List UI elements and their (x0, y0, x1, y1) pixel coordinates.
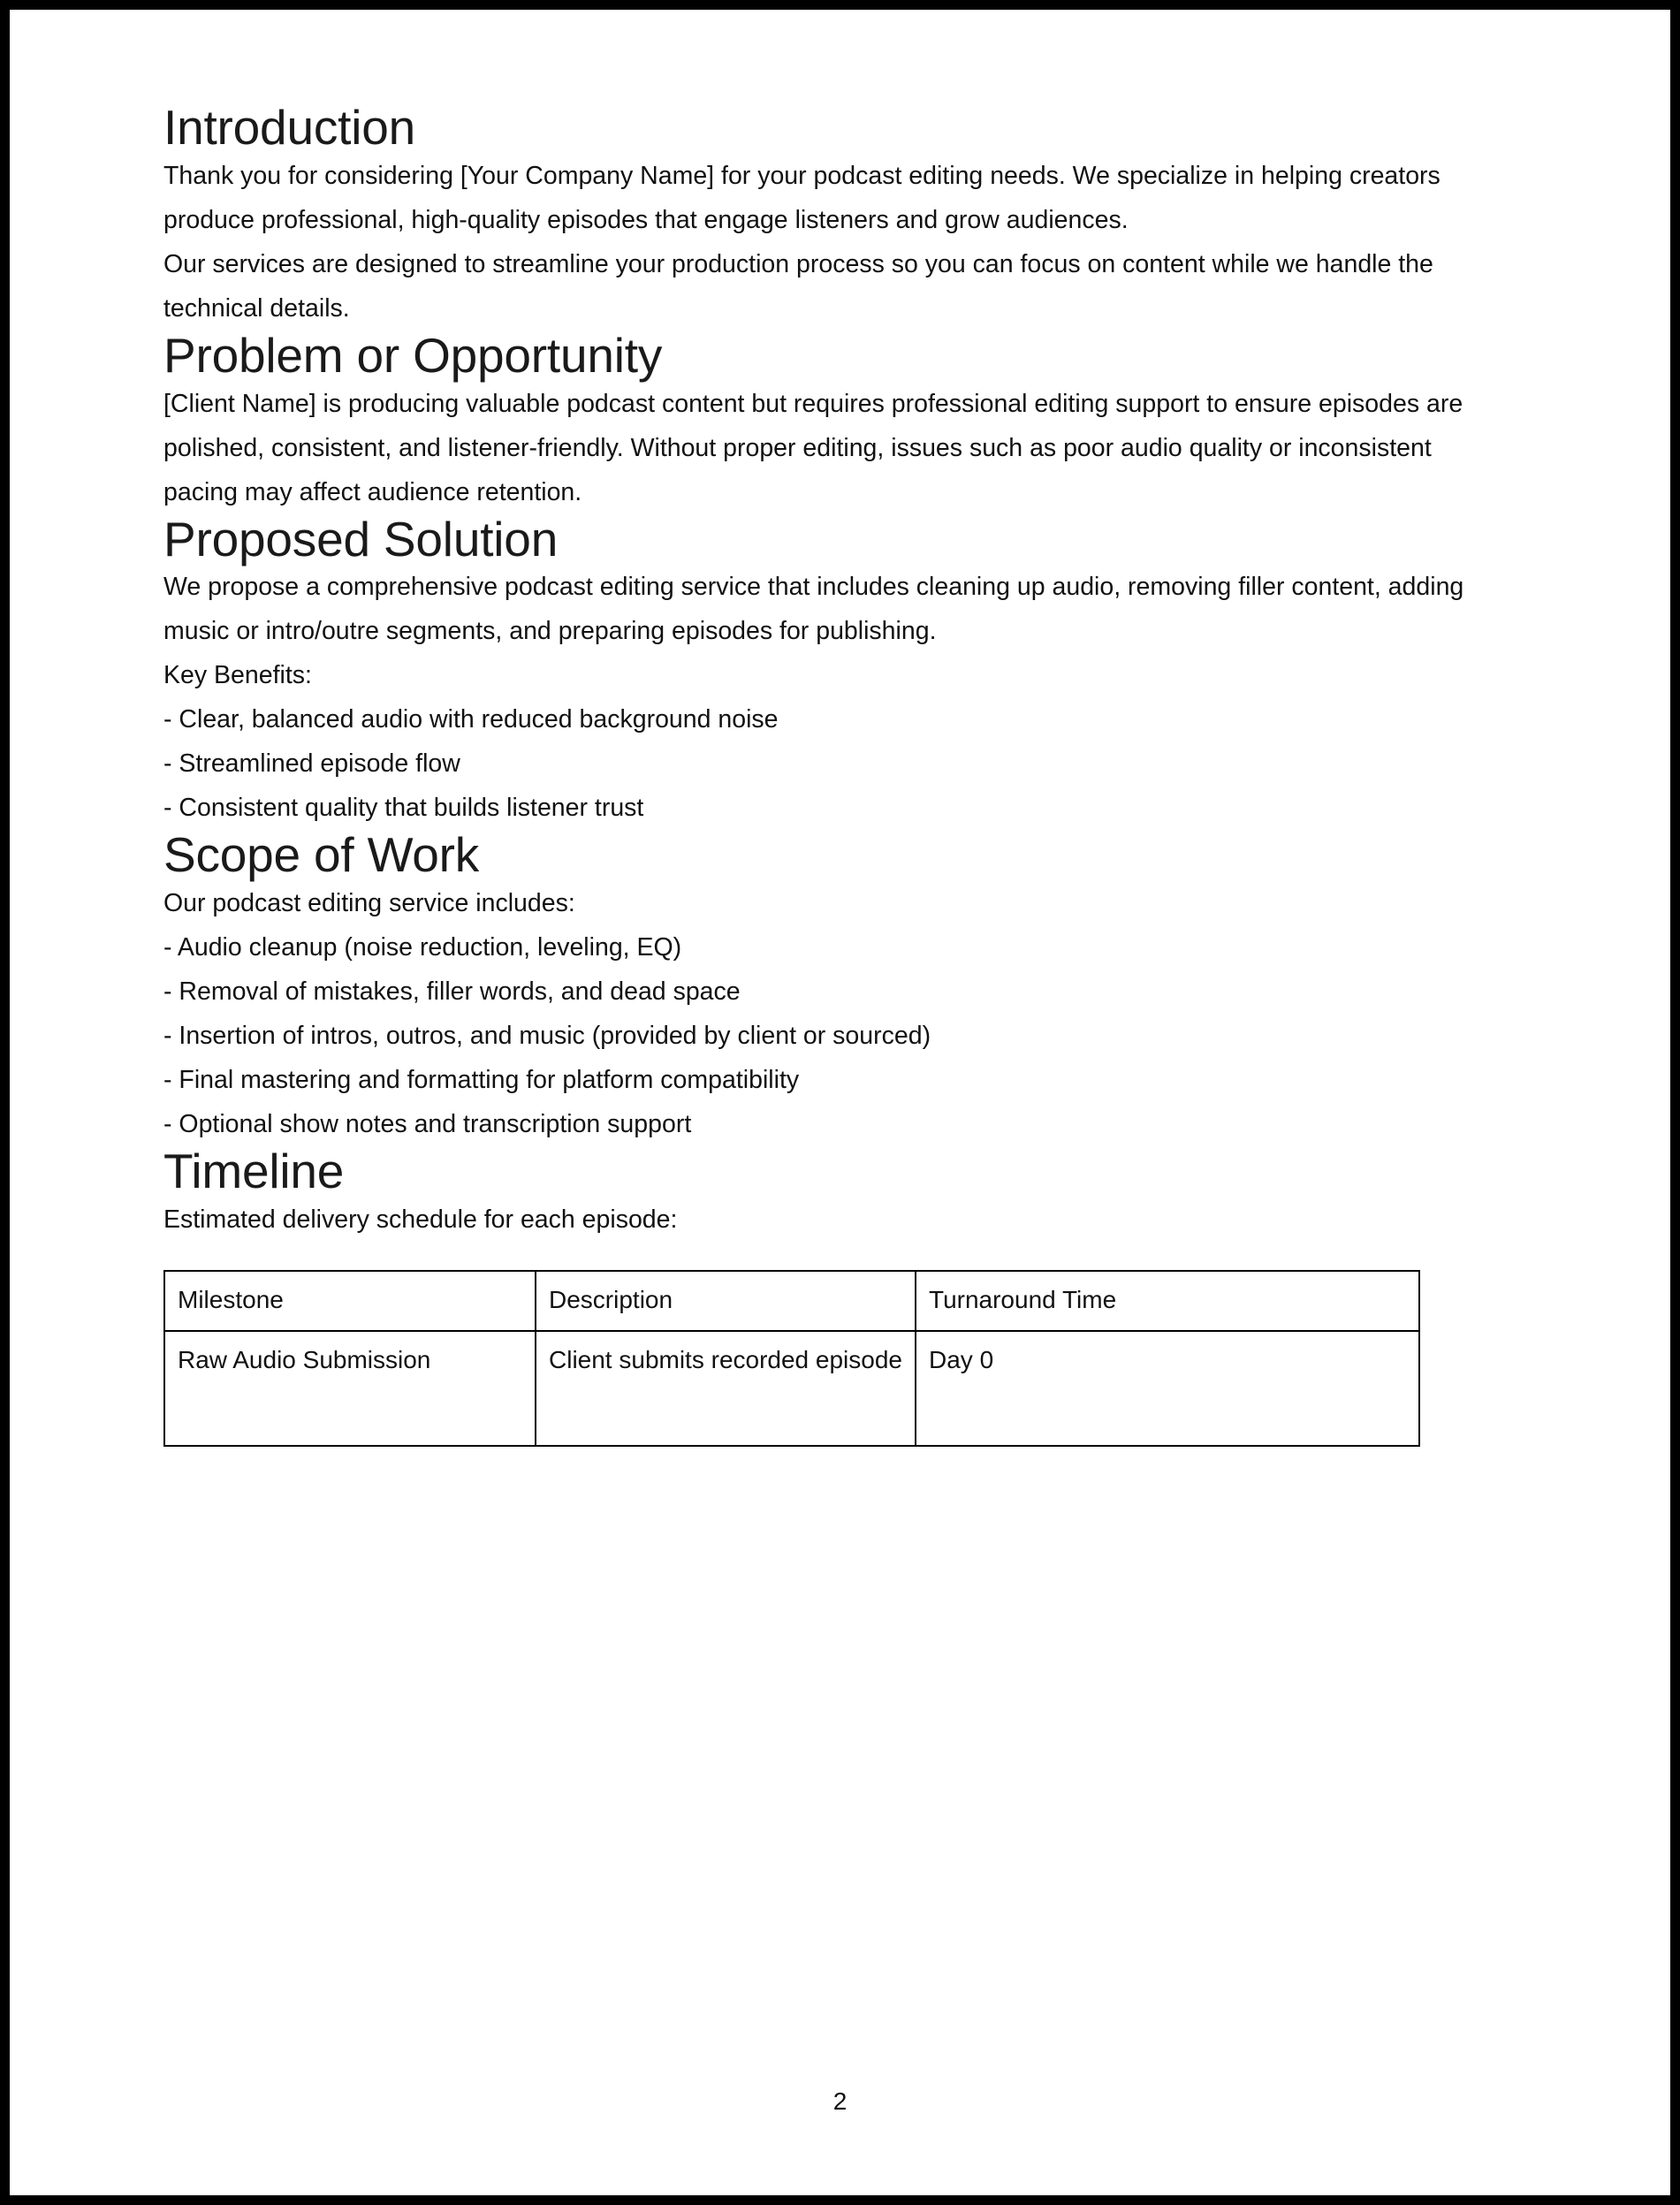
timeline-intro-text: Estimated delivery schedule for each episode: (163, 1205, 678, 1234)
table-cell-description: Client submits recorded episode (536, 1331, 916, 1446)
heading-proposed-solution: Proposed Solution (163, 511, 559, 566)
heading-introduction: Introduction (163, 100, 416, 155)
heading-problem-or-opportunity: Problem or Opportunity (163, 327, 663, 383)
key-benefit-item: - Consistent quality that builds listener trust (163, 794, 644, 823)
scope-item: - Final mastering and formatting for platform compatibility (163, 1066, 800, 1094)
introduction-paragraph-1: Thank you for considering [Your Company Name] for your podcast editing needs. We specialize in helping creators produce professional, high-quality episodes that engage listeners and grow audiences. (163, 161, 1441, 234)
scope-item: - Audio cleanup (noise reduction, leveling, EQ) (163, 933, 682, 962)
solution-paragraph-1: We propose a comprehensive podcast editing service that includes cleaning up audio, removing filler content, adding music or intro/outre segments, and preparing episodes for publishing. (163, 573, 1464, 646)
problem-paragraph-1: [Client Name] is producing valuable podcast content but requires professional editing support to ensure episodes are polished, consistent, and listener-friendly. Without proper editing, issues such as poor audio quality or inconsistent pacing may affect audience retention. (163, 389, 1463, 506)
key-benefits-label: Key Benefits: (163, 661, 312, 690)
heading-timeline: Timeline (163, 1144, 345, 1198)
page-content (10, 10, 1670, 2195)
table-row (164, 1331, 1419, 1446)
timeline-table (163, 1270, 1420, 1447)
table-header-description: Description (536, 1271, 916, 1331)
page-number: 2 (832, 2087, 848, 2115)
table-header-row (164, 1271, 1419, 1331)
table-header-turnaround-time: Turnaround Time (916, 1271, 1419, 1331)
key-benefit-item: - Streamlined episode flow (163, 749, 460, 779)
table-cell-milestone: Raw Audio Submission (164, 1331, 536, 1446)
table-cell-turnaround-time: Day 0 (916, 1331, 1419, 1446)
key-benefit-item: - Clear, balanced audio with reduced background noise (163, 705, 779, 734)
introduction-paragraph-2: Our services are designed to streamline your production process so you can focus on content while we handle the technical details. (163, 249, 1433, 323)
heading-scope-of-work: Scope of Work (163, 827, 480, 883)
table-header-milestone: Milestone (164, 1271, 536, 1331)
scope-item: - Optional show notes and transcription support (163, 1110, 692, 1138)
scope-items-block (163, 925, 1547, 1146)
scope-intro-text: Our podcast editing service includes: (163, 889, 575, 917)
scope-item: - Removal of mistakes, filler words, and dead space (163, 977, 741, 1006)
key-benefits-block (163, 653, 1547, 830)
scope-item: - Insertion of intros, outros, and music (provided by client or sourced) (163, 1022, 931, 1050)
